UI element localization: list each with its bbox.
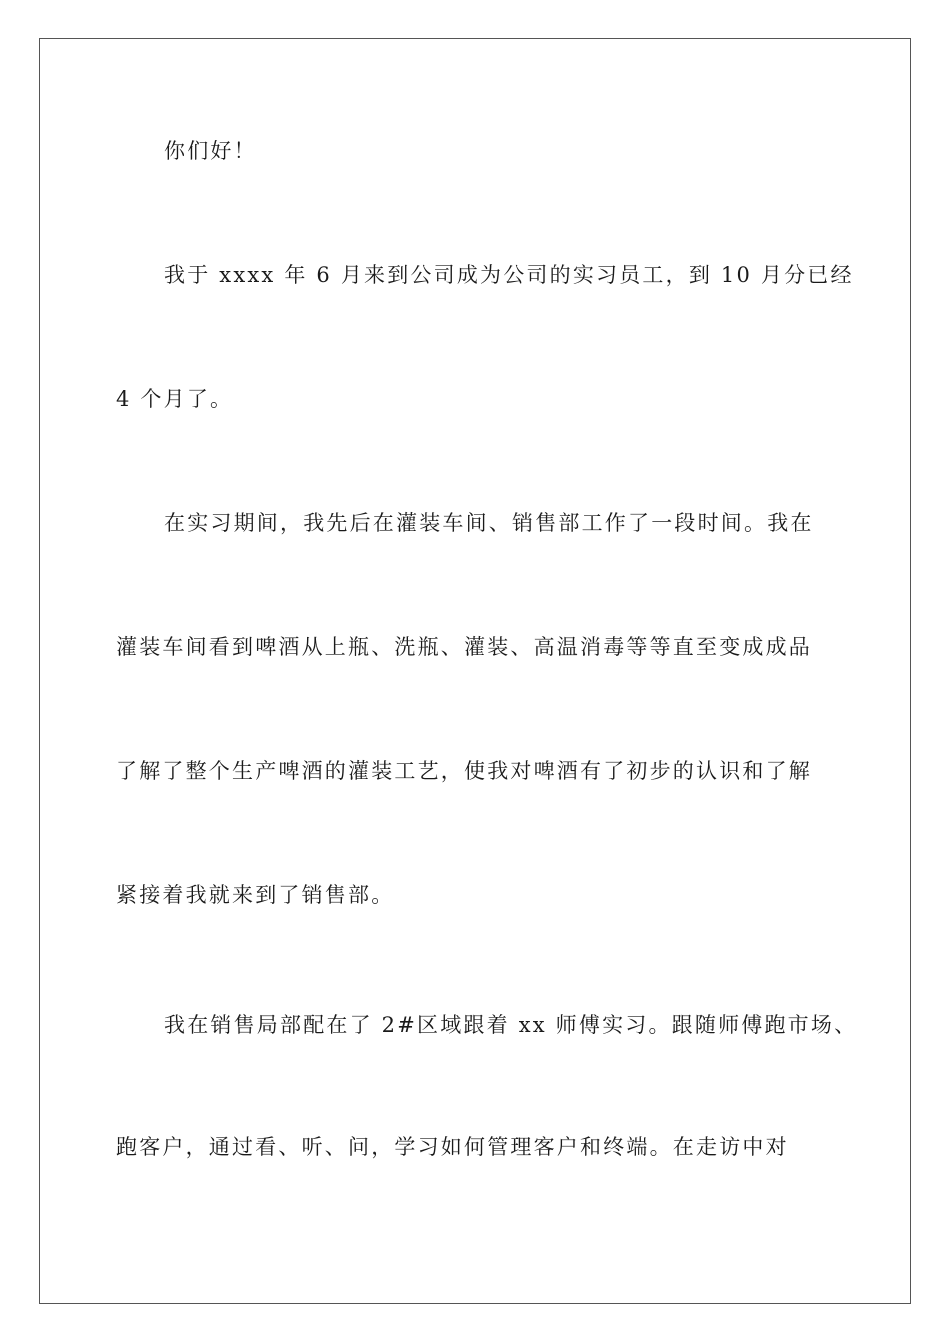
greeting-line: 你们好！ [164,139,257,163]
paragraph-2-line-3: 了解了整个生产啤酒的灌装工艺，使我对啤酒有了初步的认识和了解 [116,759,812,783]
paragraph-2-line-2: 灌装车间看到啤酒从上瓶、洗瓶、灌装、高温消毒等等直至变成成品 [116,635,812,659]
paragraph-3-line-1: 我在销售局部配在了 2#区域跟着 xx 师傅实习。跟随师傅跑市场、 [164,1013,858,1037]
paragraph-2-line-1: 在实习期间，我先后在灌装车间、销售部工作了一段时间。我在 [164,511,814,535]
paragraph-1-line-1: 我于 xxxx 年 6 月来到公司成为公司的实习员工，到 10 月分已经 [164,263,854,287]
page-border [39,38,911,1304]
paragraph-1-line-2: 4 个月了。 [116,387,234,411]
paragraph-2-line-4: 紧接着我就来到了销售部。 [116,883,395,907]
paragraph-3-line-2: 跑客户，通过看、听、问，学习如何管理客户和终端。在走访中对 [116,1135,789,1159]
